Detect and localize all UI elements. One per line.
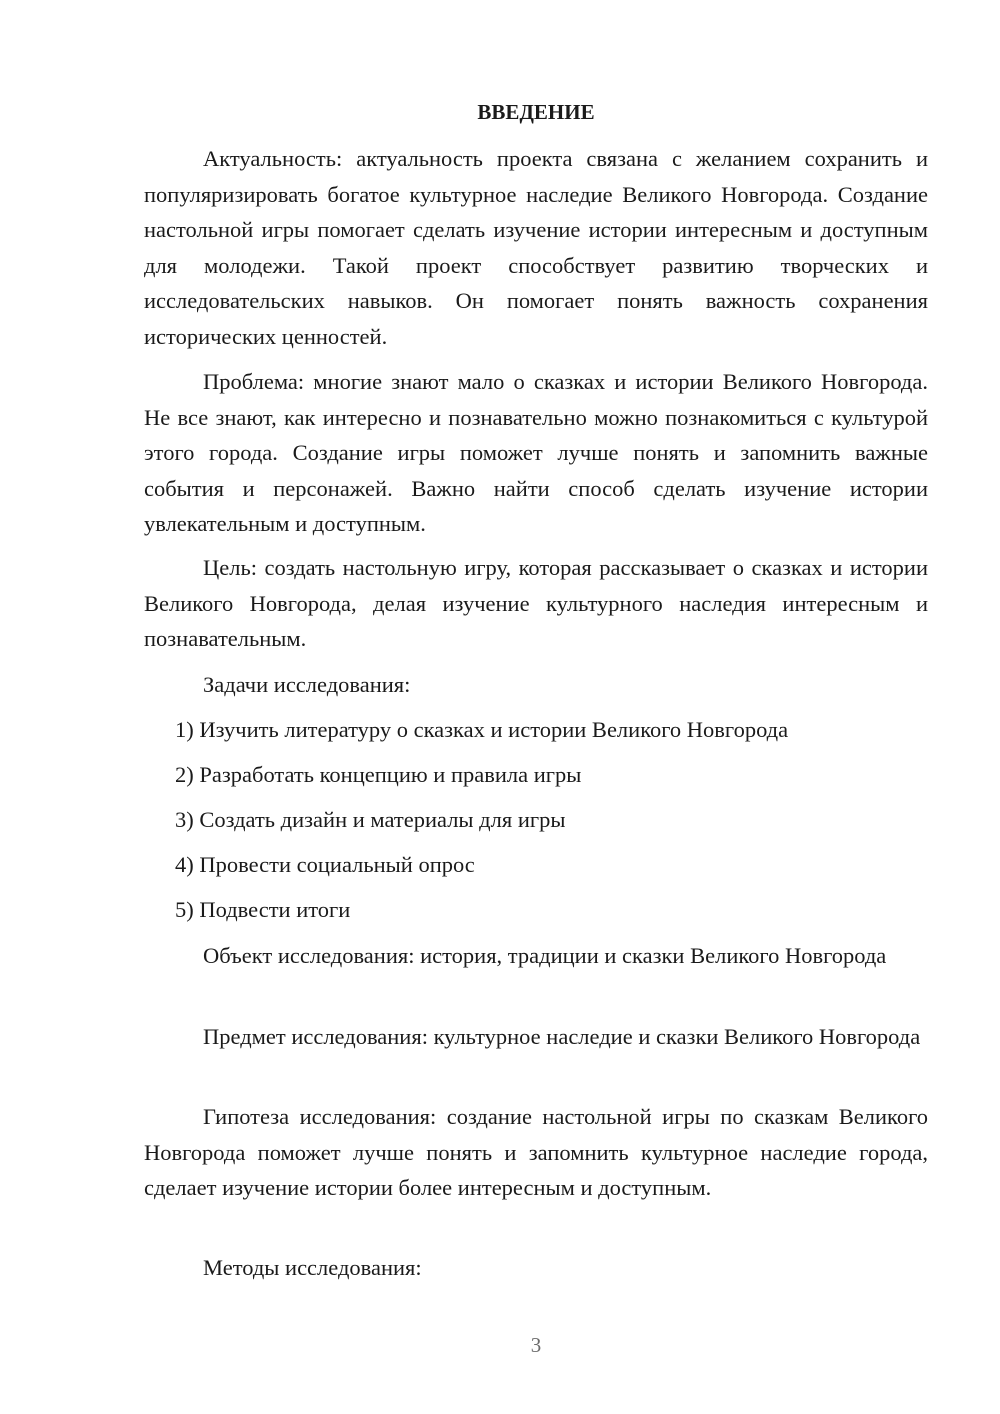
goal-paragraph: Цель: создать настольную игру, которая рассказывает о сказках и истории Великого Новгорода, делая изучение культурного наследия интересным и познавательным.: [144, 555, 928, 651]
page-number: 3: [530, 1333, 542, 1357]
task-item: 1) Изучить литературу о сказках и истории Великого Новгорода: [175, 717, 789, 742]
object-paragraph: Объект исследования: история, традиции и сказки Великого Новгорода: [203, 943, 887, 968]
tasks-heading: Задачи исследования:: [203, 672, 411, 697]
section-heading: ВВЕДЕНИЕ: [477, 100, 595, 124]
methods-heading: Методы исследования:: [203, 1255, 422, 1280]
subject-paragraph: Предмет исследования: культурное наследие и сказки Великого Новгорода: [203, 1024, 921, 1049]
hypothesis-paragraph: Гипотеза исследования: создание настольной игры по сказкам Великого Новгорода поможет лучше понять и запомнить культурное наследие города, сделает изучение истории более интересным и доступным.: [144, 1104, 928, 1200]
task-item: 2) Разработать концепцию и правила игры: [175, 762, 582, 787]
task-item: 5) Подвести итоги: [175, 897, 351, 922]
task-item: 4) Провести социальный опрос: [175, 852, 475, 877]
problem-paragraph: Проблема: многие знают мало о сказках и истории Великого Новгорода. Не все знают, как интересно и познавательно можно познакомиться с культурой этого города. Создание игры поможет лучше понять и запомнить важные события и персонажей. Важно найти способ сделать изучение истории увлекательным и доступным.: [144, 369, 928, 536]
task-item: 3) Создать дизайн и материалы для игры: [175, 807, 566, 832]
relevance-paragraph: Актуальность: актуальность проекта связана с желанием сохранить и популяризировать богатое культурное наследие Великого Новгорода. Создание настольной игры помогает сделать изучение истории интересным и доступным для молодежи. Такой проект способствует развитию творческих и исследовательских навыков. Он помогает понять важность сохранения исторических ценностей.: [144, 146, 928, 349]
